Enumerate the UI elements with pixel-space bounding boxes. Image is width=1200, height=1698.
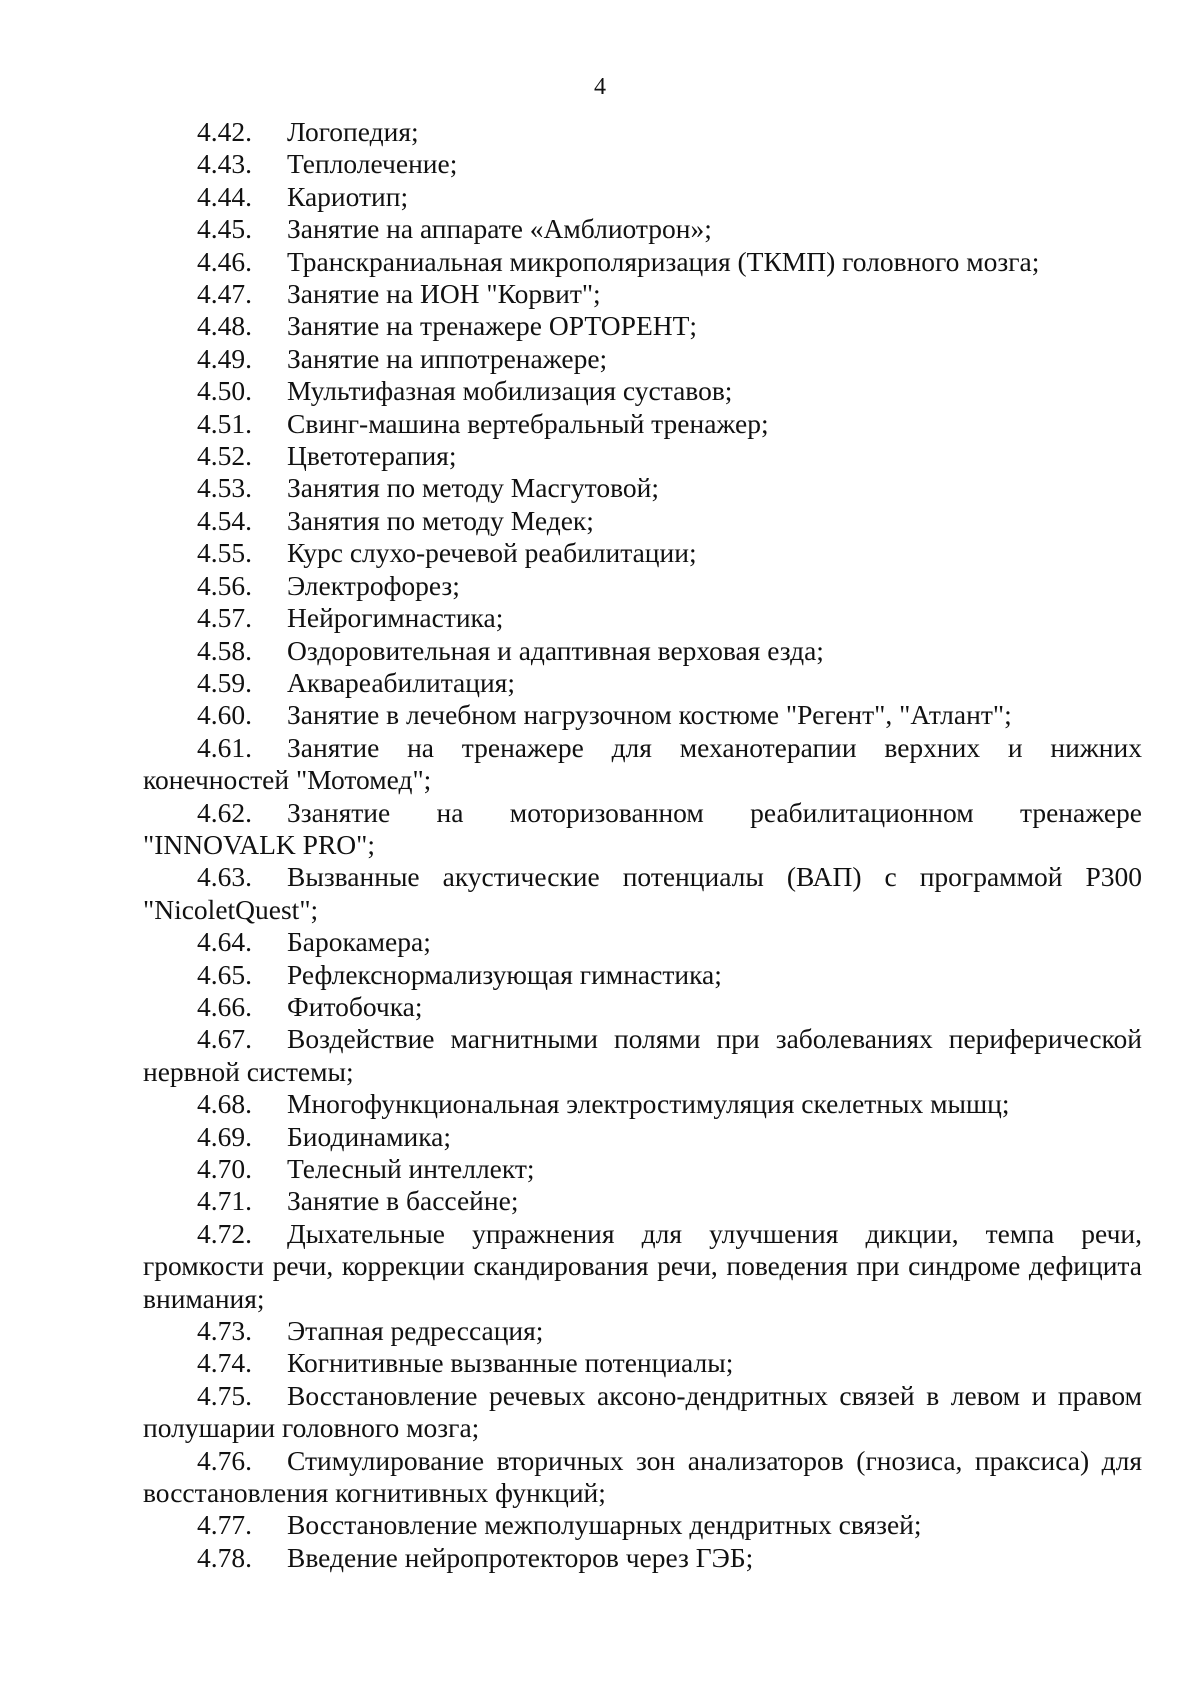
list-item [143,1153,1142,1185]
list-item-number: 4.64. [197,926,252,958]
list-item-text: Воздействие магнитными полями при заболеваниях периферической нервной системы; [143,1023,1142,1087]
list-item-number: 4.65. [197,958,252,990]
list-item-number: 4.59. [197,666,252,698]
list-item-number: 4.55. [197,537,252,569]
list-item-number: 4.68. [197,1088,252,1120]
list-item [143,861,1142,926]
list-item [143,213,1142,245]
list-item [143,440,1142,472]
list-item-number: 4.61. [197,731,252,763]
list-item-text: Занятие в бассейне; [287,1185,519,1217]
list-item-number: 4.75. [197,1379,252,1411]
list-item [143,797,1142,862]
list-item-number: 4.77. [197,1509,252,1541]
list-item [143,1542,1142,1574]
list-item-text: Многофункциональная электростимуляция скелетных мышц; [287,1088,1010,1120]
list-item-text: Теплолечение; [287,148,458,180]
list-item-number: 4.48. [197,310,252,342]
list-item [143,1509,1142,1541]
list-item-number: 4.45. [197,213,252,245]
list-item-text: Аквареабилитация; [287,666,515,698]
list-item-number: 4.74. [197,1347,252,1379]
list-item-text: Телесный интеллект; [287,1153,535,1184]
list-item-number: 4.60. [197,699,252,731]
list-item-number: 4.47. [197,278,252,310]
list-item [143,1088,1142,1120]
list-item-number: 4.69. [197,1120,252,1152]
list-item [143,959,1142,991]
list-item-text: Вызванные акустические потенциалы (ВАП) с программой Р300 "NicoletQuest"; [143,861,1142,925]
list-item-number: 4.53. [197,472,252,504]
numbered-list [143,116,1142,1574]
list-item [143,148,1142,180]
list-item-number: 4.63. [197,861,252,893]
list-item [143,1121,1142,1153]
list-item-text: Фитобочка; [287,990,423,1022]
list-item [143,310,1142,342]
list-item-number: 4.67. [197,1023,252,1055]
list-item [143,570,1142,602]
list-item [143,375,1142,407]
list-item-number: 4.78. [197,1541,252,1573]
list-item [143,1347,1142,1379]
list-item-text: Логопедия; [287,116,419,147]
list-item [143,278,1142,310]
list-item-text: Занятие на тренажере для механотерапии верхних и нижних конечностей "Мотомед"; [143,731,1142,796]
list-item [143,343,1142,375]
list-item-number: 4.44. [197,180,252,212]
list-item-number: 4.58. [197,634,252,666]
list-item [143,408,1142,440]
list-item-number: 4.72. [197,1217,252,1249]
list-item-number: 4.76. [197,1444,252,1476]
list-item [143,667,1142,699]
list-item [143,926,1142,958]
list-item-text: Занятия по методу Медек; [287,504,594,536]
list-item-text: Электрофорез; [287,569,460,601]
list-item-text: Дыхательные упражнения для улучшения дикции, темпа речи, громкости речи, коррекции скандирования речи, поведения при синдроме дефицита внимания; [143,1217,1142,1314]
list-item-number: 4.51. [197,407,252,439]
list-item-text: Кариотип; [287,180,409,212]
list-item-text: Биодинамика; [287,1120,452,1152]
list-item-number: 4.43. [197,148,252,180]
list-item-text: Занятие в лечебном нагрузочном костюме "Регент", "Атлант"; [287,699,1012,731]
list-item-text: Стимулирование вторичных зон анализаторов (гнозиса, праксиса) для восстановления когнитивных функций; [143,1444,1142,1509]
list-item [143,116,1142,148]
list-item-number: 4.71. [197,1185,252,1217]
list-item-text: Занятие на аппарате «Амблиотрон»; [287,213,712,245]
list-item-text: Когнитивные вызванные потенциалы; [287,1347,734,1379]
list-item-text: Введение нейропротекторов через ГЭБ; [287,1541,754,1573]
list-item [143,537,1142,569]
list-item-text: Занятие на тренажере ОРТОРЕНТ; [287,310,698,342]
list-item-text: Курс слухо-речевой реабилитации; [287,537,697,569]
list-item [143,699,1142,731]
list-item-text: Занятие на ИОН "Корвит"; [287,278,601,310]
list-item-number: 4.57. [197,602,252,634]
list-item-number: 4.62. [197,796,252,828]
list-item [143,1023,1142,1088]
list-item-text: Транскраниальная микрополяризация (ТКМП) головного мозга; [287,245,1040,277]
list-item [143,1445,1142,1510]
list-item-number: 4.70. [197,1153,252,1184]
list-item-text: Восстановление речевых аксоно-дендритных связей в левом и правом полушарии головного мозга; [143,1379,1142,1444]
list-item [143,1380,1142,1445]
list-item-text: Мультифазная мобилизация суставов; [287,375,733,407]
list-item-number: 4.42. [197,116,252,147]
list-item [143,246,1142,278]
list-item-text: Этапная редрессация; [287,1315,544,1347]
list-item-text: Занятия по методу Масгутовой; [287,472,659,504]
list-item-text: Рефлекснормализующая гимнастика; [287,958,722,990]
list-item-number: 4.46. [197,245,252,277]
list-item [143,1185,1142,1217]
list-item-number: 4.54. [197,504,252,536]
list-item [143,991,1142,1023]
list-item [143,732,1142,797]
list-item-number: 4.66. [197,990,252,1022]
list-item-text: Восстановление межполушарных дендритных связей; [287,1509,922,1541]
list-item [143,602,1142,634]
list-item [143,1315,1142,1347]
list-item-number: 4.73. [197,1315,252,1347]
list-item-text: Оздоровительная и адаптивная верховая езда; [287,634,824,666]
list-item-text: Занятие на иппотренажере; [287,342,608,374]
list-item-number: 4.49. [197,342,252,374]
list-item [143,1218,1142,1315]
list-item [143,181,1142,213]
list-item-number: 4.50. [197,375,252,407]
list-item-text: Цветотерапия; [287,440,457,472]
list-item-text: Ззанятие на моторизованном реабилитационном тренажере "INNOVALK PRO"; [143,796,1142,860]
list-item [143,505,1142,537]
list-item-number: 4.56. [197,569,252,601]
list-item [143,635,1142,667]
list-item-number: 4.52. [197,440,252,472]
list-item-text: Свинг-машина вертебральный тренажер; [287,407,769,439]
list-item-text: Барокамера; [287,926,431,958]
list-item-text: Нейрогимнастика; [287,602,504,634]
list-item [143,472,1142,504]
page-number: 4 [594,74,606,100]
